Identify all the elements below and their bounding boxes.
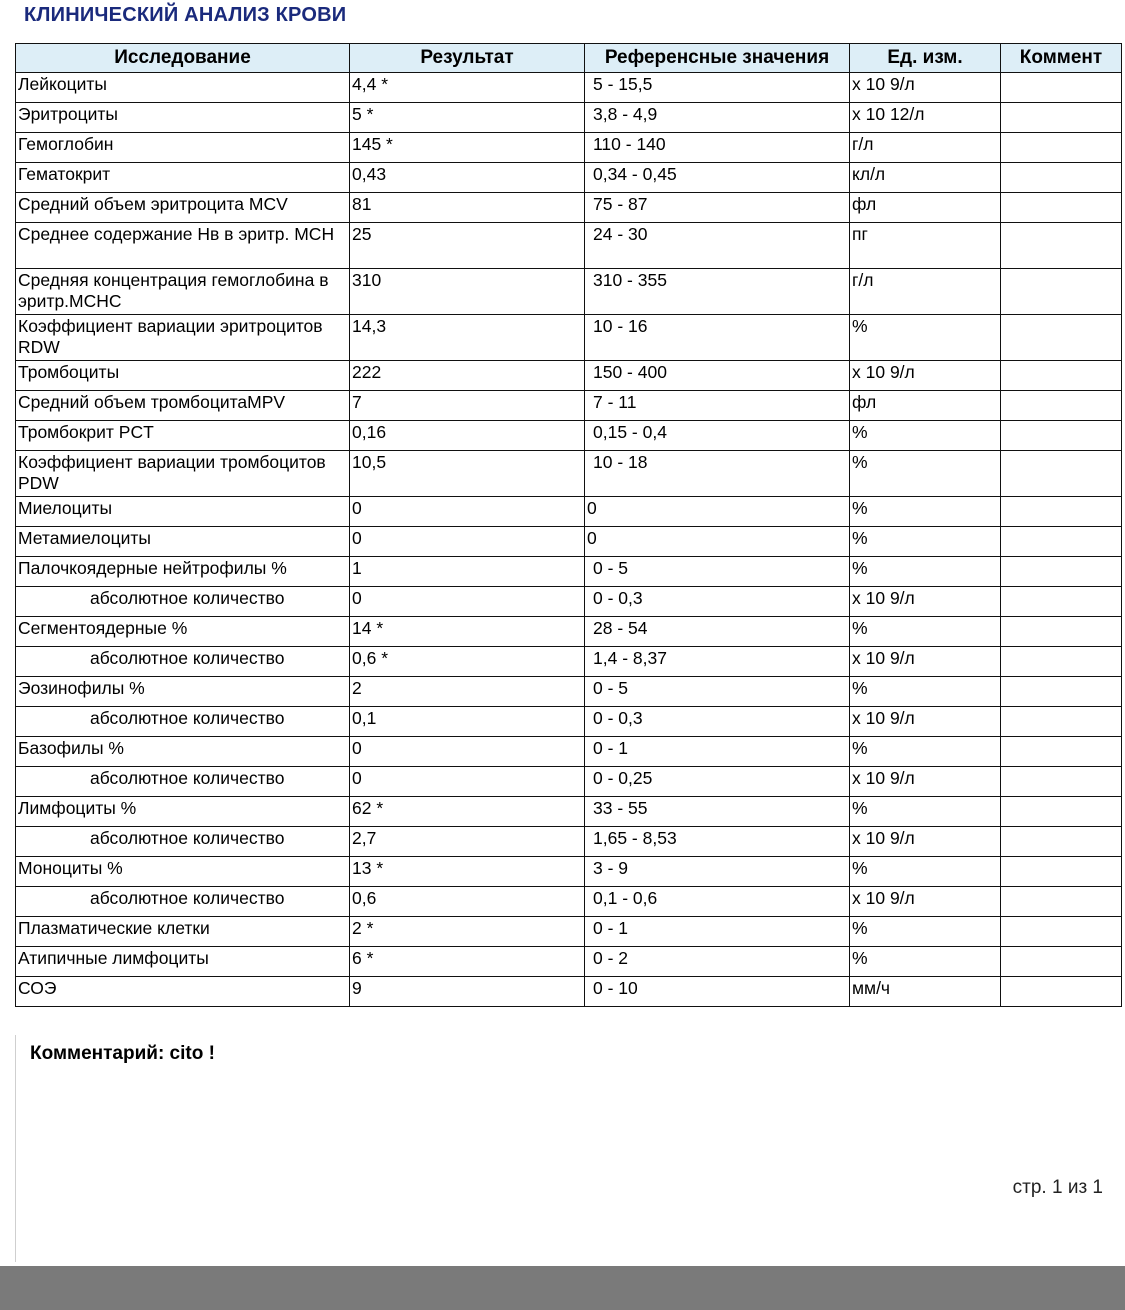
test-name: абсолютное количество	[16, 767, 350, 797]
table-row	[16, 917, 1122, 947]
table-row	[16, 647, 1122, 677]
test-comment	[1001, 917, 1122, 947]
test-unit: г/л	[850, 133, 1001, 163]
test-comment	[1001, 587, 1122, 617]
test-unit: x 10 9/л	[850, 647, 1001, 677]
test-name: Базофилы %	[16, 737, 350, 767]
test-reference: 310 - 355	[585, 269, 850, 315]
table-row	[16, 617, 1122, 647]
test-name: абсолютное количество	[16, 587, 350, 617]
table-row	[16, 707, 1122, 737]
test-name: Средний объем эритроцита MCV	[16, 193, 350, 223]
table-row	[16, 797, 1122, 827]
table-row	[16, 497, 1122, 527]
test-unit: %	[850, 737, 1001, 767]
test-reference: 0,15 - 0,4	[585, 421, 850, 451]
test-comment	[1001, 223, 1122, 269]
test-reference: 0 - 5	[585, 557, 850, 587]
test-unit: %	[850, 617, 1001, 647]
table-row	[16, 767, 1122, 797]
table-row	[16, 737, 1122, 767]
test-name: Лимфоциты %	[16, 797, 350, 827]
test-comment	[1001, 617, 1122, 647]
test-unit: x 10 9/л	[850, 361, 1001, 391]
test-comment	[1001, 707, 1122, 737]
header-unit: Ед. изм.	[850, 44, 1001, 73]
test-unit: x 10 9/л	[850, 73, 1001, 103]
test-unit: пг	[850, 223, 1001, 269]
test-unit: фл	[850, 193, 1001, 223]
footer-bar	[0, 1266, 1125, 1310]
test-name: Среднее содержание Нв в эритр. MCH	[16, 223, 350, 269]
test-result: 14 *	[350, 617, 585, 647]
test-result: 81	[350, 193, 585, 223]
test-unit: x 10 9/л	[850, 707, 1001, 737]
table-row	[16, 527, 1122, 557]
test-unit: %	[850, 797, 1001, 827]
test-comment	[1001, 887, 1122, 917]
test-result: 9	[350, 977, 585, 1007]
test-unit: %	[850, 857, 1001, 887]
test-name: Плазматические клетки	[16, 917, 350, 947]
header-row	[16, 44, 1122, 73]
table-row	[16, 269, 1122, 315]
test-result: 25	[350, 223, 585, 269]
test-unit: x 10 9/л	[850, 827, 1001, 857]
test-name: Гематокрит	[16, 163, 350, 193]
test-result: 0,1	[350, 707, 585, 737]
test-name: Средняя концентрация гемоглобина в эритр.MCHC	[16, 269, 350, 315]
table-row	[16, 361, 1122, 391]
test-reference: 0 - 2	[585, 947, 850, 977]
test-reference: 5 - 15,5	[585, 73, 850, 103]
header-comment: Коммент	[1001, 44, 1122, 73]
report-comment: Комментарий: cito !	[30, 1043, 215, 1064]
header-reference: Референсные значения	[585, 44, 850, 73]
test-name: Тромбоциты	[16, 361, 350, 391]
test-name: Моноциты %	[16, 857, 350, 887]
test-result: 0,6 *	[350, 647, 585, 677]
test-name: СОЭ	[16, 977, 350, 1007]
table-row	[16, 223, 1122, 269]
test-name: Лейкоциты	[16, 73, 350, 103]
test-name: Эозинофилы %	[16, 677, 350, 707]
test-unit: %	[850, 421, 1001, 451]
table-header	[16, 44, 1122, 73]
test-unit: кл/л	[850, 163, 1001, 193]
test-comment	[1001, 103, 1122, 133]
test-result: 222	[350, 361, 585, 391]
test-comment	[1001, 421, 1122, 451]
test-comment	[1001, 827, 1122, 857]
table-row	[16, 977, 1122, 1007]
test-unit: %	[850, 677, 1001, 707]
test-comment	[1001, 557, 1122, 587]
test-comment	[1001, 163, 1122, 193]
test-comment	[1001, 315, 1122, 361]
table-row	[16, 73, 1122, 103]
test-comment	[1001, 737, 1122, 767]
test-unit: мм/ч	[850, 977, 1001, 1007]
test-comment	[1001, 391, 1122, 421]
test-name: Коэффициент вариации эритроцитов RDW	[16, 315, 350, 361]
test-reference: 0	[585, 497, 850, 527]
test-comment	[1001, 647, 1122, 677]
test-comment	[1001, 269, 1122, 315]
test-result: 5 *	[350, 103, 585, 133]
test-reference: 0 - 10	[585, 977, 850, 1007]
test-comment	[1001, 947, 1122, 977]
test-result: 2,7	[350, 827, 585, 857]
test-result: 0	[350, 587, 585, 617]
test-unit: фл	[850, 391, 1001, 421]
test-name: Средний объем тромбоцитаMPV	[16, 391, 350, 421]
test-reference: 0 - 0,3	[585, 707, 850, 737]
test-reference: 110 - 140	[585, 133, 850, 163]
test-result: 0	[350, 527, 585, 557]
test-comment	[1001, 497, 1122, 527]
test-reference: 3,8 - 4,9	[585, 103, 850, 133]
test-result: 2	[350, 677, 585, 707]
test-comment	[1001, 797, 1122, 827]
test-reference: 0,34 - 0,45	[585, 163, 850, 193]
test-result: 4,4 *	[350, 73, 585, 103]
results-table	[15, 43, 1122, 1007]
test-name: Коэффициент вариации тромбоцитов PDW	[16, 451, 350, 497]
test-reference: 0	[585, 527, 850, 557]
test-comment	[1001, 361, 1122, 391]
test-reference: 0 - 0,3	[585, 587, 850, 617]
test-result: 6 *	[350, 947, 585, 977]
test-result: 0,16	[350, 421, 585, 451]
table-row	[16, 391, 1122, 421]
left-margin-rule	[15, 1035, 16, 1262]
test-reference: 0 - 5	[585, 677, 850, 707]
test-reference: 33 - 55	[585, 797, 850, 827]
test-result: 14,3	[350, 315, 585, 361]
table-row	[16, 947, 1122, 977]
test-unit: x 10 9/л	[850, 887, 1001, 917]
table-row	[16, 103, 1122, 133]
table-row	[16, 887, 1122, 917]
test-reference: 0 - 1	[585, 737, 850, 767]
test-name: Гемоглобин	[16, 133, 350, 163]
test-reference: 28 - 54	[585, 617, 850, 647]
test-reference: 0 - 1	[585, 917, 850, 947]
test-name: Эритроциты	[16, 103, 350, 133]
test-unit: %	[850, 917, 1001, 947]
test-unit: %	[850, 947, 1001, 977]
test-unit: x 10 9/л	[850, 587, 1001, 617]
test-name: Сегментоядерные %	[16, 617, 350, 647]
page-number: стр. 1 из 1	[1012, 1177, 1103, 1198]
test-reference: 0 - 0,25	[585, 767, 850, 797]
test-reference: 7 - 11	[585, 391, 850, 421]
test-unit: г/л	[850, 269, 1001, 315]
test-result: 62 *	[350, 797, 585, 827]
test-result: 145 *	[350, 133, 585, 163]
table-row	[16, 421, 1122, 451]
test-result: 1	[350, 557, 585, 587]
test-reference: 10 - 18	[585, 451, 850, 497]
test-result: 0	[350, 737, 585, 767]
test-reference: 150 - 400	[585, 361, 850, 391]
table-row	[16, 133, 1122, 163]
test-result: 0,6	[350, 887, 585, 917]
test-reference: 24 - 30	[585, 223, 850, 269]
table-row	[16, 827, 1122, 857]
test-comment	[1001, 677, 1122, 707]
test-reference: 10 - 16	[585, 315, 850, 361]
test-name: Тромбокрит PCT	[16, 421, 350, 451]
table-row	[16, 857, 1122, 887]
test-unit: %	[850, 315, 1001, 361]
test-result: 0,43	[350, 163, 585, 193]
table-row	[16, 451, 1122, 497]
test-unit: x 10 9/л	[850, 767, 1001, 797]
test-unit: %	[850, 557, 1001, 587]
table-row	[16, 163, 1122, 193]
table-row	[16, 193, 1122, 223]
test-reference: 75 - 87	[585, 193, 850, 223]
test-name: абсолютное количество	[16, 647, 350, 677]
test-unit: %	[850, 527, 1001, 557]
test-result: 10,5	[350, 451, 585, 497]
table-row	[16, 587, 1122, 617]
test-comment	[1001, 451, 1122, 497]
test-comment	[1001, 977, 1122, 1007]
test-result: 310	[350, 269, 585, 315]
test-unit: x 10 12/л	[850, 103, 1001, 133]
test-reference: 3 - 9	[585, 857, 850, 887]
test-comment	[1001, 527, 1122, 557]
test-name: абсолютное количество	[16, 707, 350, 737]
test-comment	[1001, 73, 1122, 103]
test-unit: %	[850, 497, 1001, 527]
test-name: Миелоциты	[16, 497, 350, 527]
test-reference: 1,65 - 8,53	[585, 827, 850, 857]
test-unit: %	[850, 451, 1001, 497]
test-name: Метамиелоциты	[16, 527, 350, 557]
test-result: 0	[350, 497, 585, 527]
header-test: Исследование	[16, 44, 350, 73]
test-name: Палочкоядерные нейтрофилы %	[16, 557, 350, 587]
test-comment	[1001, 767, 1122, 797]
table-row	[16, 315, 1122, 361]
test-name: Атипичные лимфоциты	[16, 947, 350, 977]
test-result: 0	[350, 767, 585, 797]
header-result: Результат	[350, 44, 585, 73]
test-comment	[1001, 133, 1122, 163]
test-reference: 0,1 - 0,6	[585, 887, 850, 917]
test-comment	[1001, 857, 1122, 887]
test-reference: 1,4 - 8,37	[585, 647, 850, 677]
test-comment	[1001, 193, 1122, 223]
test-result: 13 *	[350, 857, 585, 887]
test-result: 7	[350, 391, 585, 421]
test-name: абсолютное количество	[16, 887, 350, 917]
test-name: абсолютное количество	[16, 827, 350, 857]
table-row	[16, 557, 1122, 587]
table-row	[16, 677, 1122, 707]
test-result: 2 *	[350, 917, 585, 947]
report-title: КЛИНИЧЕСКИЙ АНАЛИЗ КРОВИ	[24, 4, 347, 26]
